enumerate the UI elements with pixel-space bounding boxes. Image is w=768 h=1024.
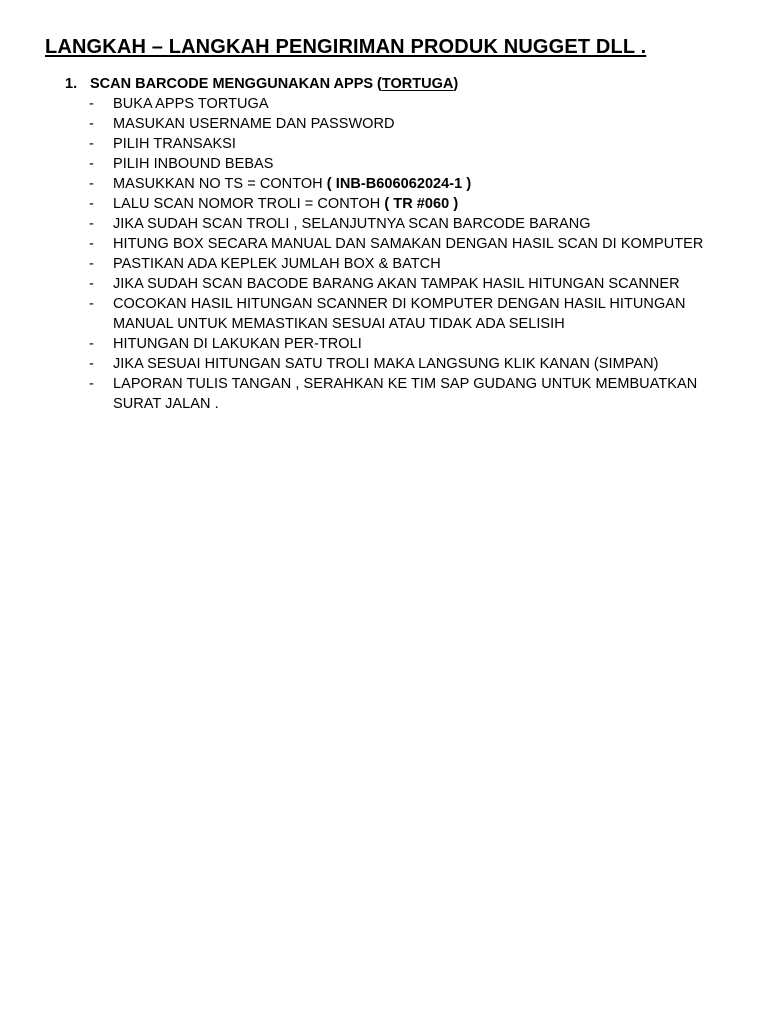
bullet-dash: - [89,276,94,292]
list-item [65,194,745,214]
step-text: MASUKKAN NO TS = CONTOH [113,176,327,192]
bullet-dash: - [89,356,94,372]
bullet-dash: - [89,236,94,252]
list-item [65,114,745,134]
bullet-dash: - [89,96,94,112]
section-heading-suffix: ) [453,76,459,92]
list-item [65,354,745,374]
section-heading-app-name: TORTUGA [381,76,454,92]
step-text: MASUKAN USERNAME DAN PASSWORD [113,116,395,132]
step-text: LALU SCAN NOMOR TROLI = CONTOH [113,196,385,212]
bullet-dash: - [89,216,94,232]
section-heading-prefix: SCAN BARCODE MENGGUNAKAN APPS ( [90,76,382,92]
document-title: LANGKAH – LANGKAH PENGIRIMAN PRODUK NUGGET DLL . [45,36,647,58]
list-item [65,154,745,174]
bullet-dash: - [89,116,94,132]
list-item [65,134,745,154]
step-text: COCOKAN HASIL HITUNGAN SCANNER DI KOMPUTER DENGAN HASIL HITUNGAN MANUAL UNTUK MEMASTIKAN SESUAI ATAU TIDAK ADA SELISIH [113,296,686,332]
bullet-dash: - [89,376,94,392]
bullet-dash: - [89,156,94,172]
step-text: LAPORAN TULIS TANGAN , SERAHKAN KE TIM SAP GUDANG UNTUK MEMBUATKAN SURAT JALAN . [113,376,698,412]
step-text: HITUNGAN DI LAKUKAN PER-TROLI [113,336,362,352]
list-item [65,254,745,274]
bullet-dash: - [89,336,94,352]
step-text: PASTIKAN ADA KEPLEK JUMLAH BOX & BATCH [113,256,441,272]
list-item [65,274,745,294]
list-item [65,334,745,354]
bullet-dash: - [89,176,94,192]
list-item [65,214,745,234]
section-scan-barcode [65,74,745,414]
step-text: JIKA SUDAH SCAN BACODE BARANG AKAN TAMPAK HASIL HITUNGAN SCANNER [113,276,680,292]
step-text: PILIH INBOUND BEBAS [113,156,274,172]
bullet-dash: - [89,296,94,312]
section-heading [65,74,745,94]
ts-example: ( INB-B606062024-1 ) [326,176,472,192]
step-text: BUKA APPS TORTUGA [113,96,269,112]
list-item [65,294,745,334]
list-item [65,174,745,194]
step-text: JIKA SESUAI HITUNGAN SATU TROLI MAKA LANGSUNG KLIK KANAN (SIMPAN) [113,356,659,372]
bullet-dash: - [89,136,94,152]
step-text: PILIH TRANSAKSI [113,136,236,152]
steps-list [65,94,745,414]
bullet-dash: - [89,196,94,212]
step-text: HITUNG BOX SECARA MANUAL DAN SAMAKAN DENGAN HASIL SCAN DI KOMPUTER [113,236,704,252]
list-item [65,94,745,114]
troli-example: ( TR #060 ) [384,196,459,212]
section-number: 1. [65,76,78,92]
step-text: JIKA SUDAH SCAN TROLI , SELANJUTNYA SCAN BARCODE BARANG [113,216,591,232]
list-item [65,234,745,254]
list-item [65,374,745,414]
bullet-dash: - [89,256,94,272]
